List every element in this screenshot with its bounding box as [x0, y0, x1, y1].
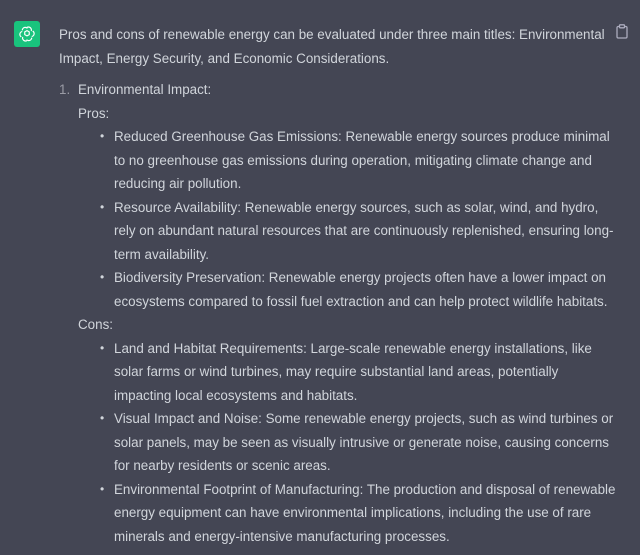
list-item [96, 196, 619, 267]
list-item-text: Visual Impact and Noise: Some renewable energy projects, such as wind turbines or solar panels, may be seen as visually intrusive or generate noise, causing concerns for nearby residents or scenic areas. [114, 411, 614, 473]
bullet-icon: • [100, 199, 105, 214]
list-number: 1. [59, 82, 71, 97]
cons-list [78, 337, 619, 549]
cons-label: Cons: [78, 317, 113, 332]
list-item [96, 478, 619, 549]
pros-list [78, 125, 619, 313]
list-item-text: Land and Habitat Requirements: Large-scale renewable energy installations, like solar farms or wind turbines, may require substantial land areas, potentially impacting local ecosystems and habitats. [114, 340, 592, 403]
openai-logo-icon [14, 21, 40, 47]
list-item [96, 125, 619, 196]
intro-paragraph: Pros and cons of renewable energy can be evaluated under three main titles: Environmental Impact, Energy Security, and Economic Considerations. [59, 27, 605, 66]
list-item-text: Biodiversity Preservation: Renewable energy projects often have a lower impact on ecosystems compared to fossil fuel extraction and can help protect wildlife habitats. [114, 270, 608, 309]
bullet-icon: • [100, 270, 105, 284]
pros-label: Pros: [78, 105, 110, 121]
list-item-text: Reduced Greenhouse Gas Emissions: Renewable energy sources produce minimal to no greenhouse gas emissions during operation, mitigating climate change and reducing air pollution. [114, 129, 610, 191]
list-item-text: Environmental Footprint of Manufacturing: The production and disposal of renewable energy equipment can have environmental implications, including the use of rare minerals and energy-intensive manufacturing processes. [114, 481, 616, 544]
bullet-icon: • [100, 411, 105, 425]
message-content [59, 23, 619, 548]
section-title: Environmental Impact: [78, 82, 212, 97]
bullet-icon: • [100, 481, 105, 496]
list-item-text: Resource Availability: Renewable energy sources, such as solar, wind, and hydro, rely on abundant natural resources that are continuously replenished, ensuring long-term availability. [114, 199, 614, 262]
list-item [96, 407, 619, 478]
list-item [96, 266, 619, 313]
numbered-list-item [59, 78, 619, 548]
bullet-icon: • [100, 129, 105, 143]
bullet-icon: • [100, 340, 105, 355]
list-item [96, 337, 619, 408]
